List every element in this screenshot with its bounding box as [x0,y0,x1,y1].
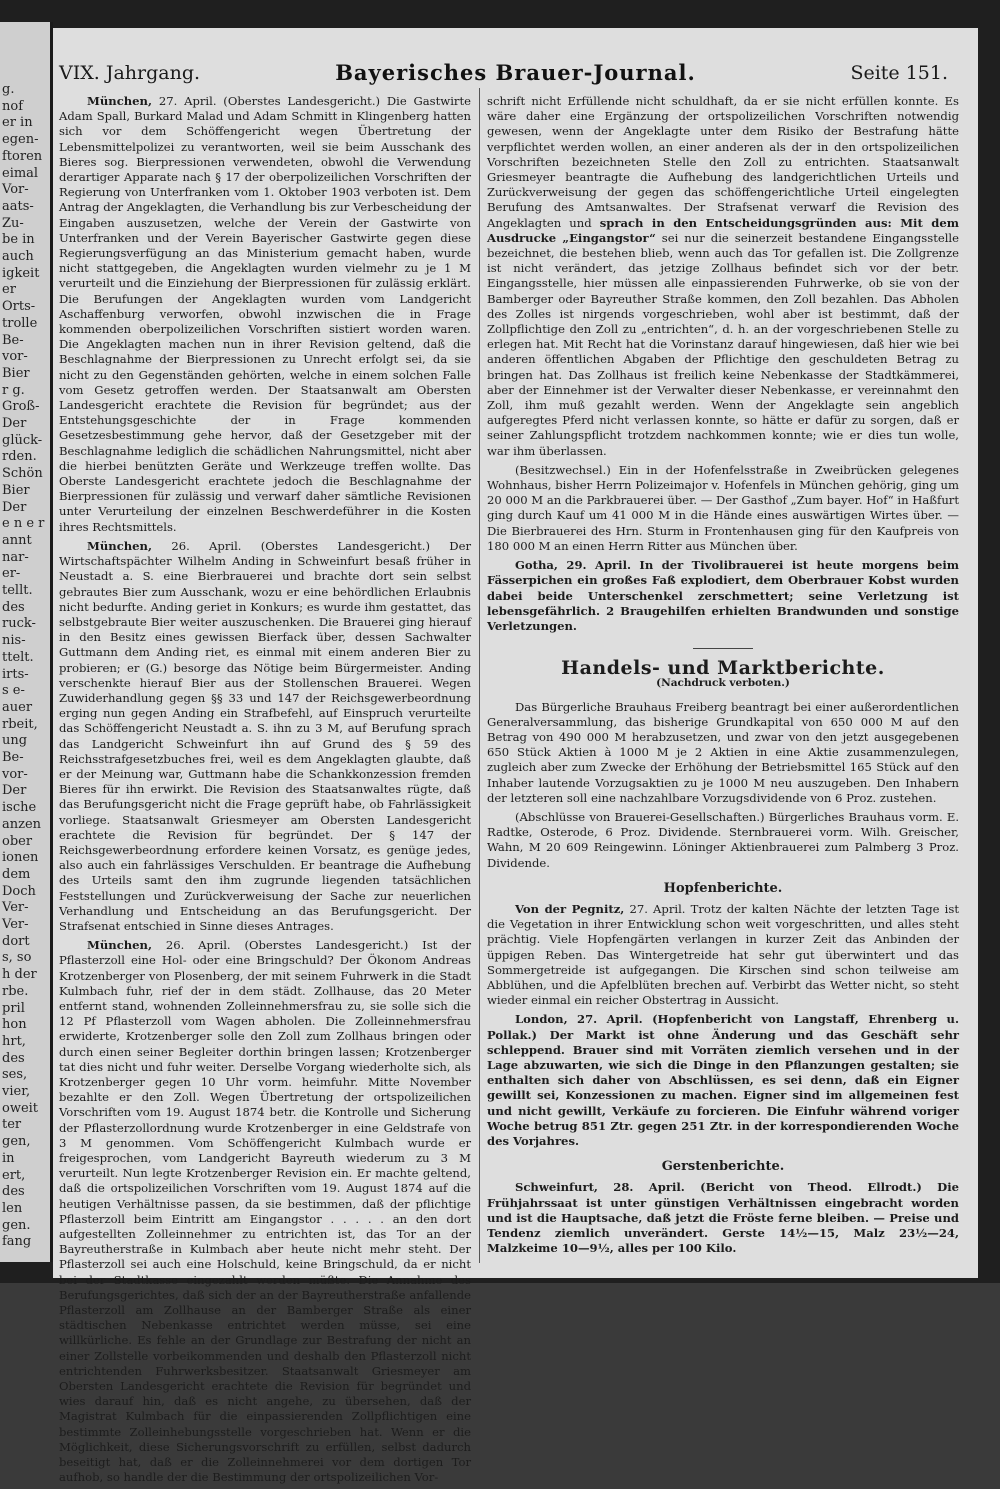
previous-page-fragment: auch [2,249,34,264]
article-body: 27. April. (Hopfenbericht von Langstaff, Ehrenberg u. Pollak.) Der Markt ist ohne Änderung und das Geschäft sehr schleppend. Brauer sind mit Vorräten ziemlich versehen und in der Lage abzuwarten, wie sich die Dinge in den Pflanzungen gestalten; sie enthalten sich daher von Abschlüssen, es sei denn, daß ein Eigner gewillt sei, Konzessionen zu machen. Eigner sind im allgemeinen fest und nicht gewillt, Verkäufe zu forcieren. Die Einfuhr während voriger Woche betrug 851 Ztr. gegen 251 Ztr. in der korrespondierenden Woche des Vorjahres. [487,1012,959,1148]
hop-reports-title: Hopfenberichte. [663,880,783,896]
previous-page-fragment: Ver- [2,917,29,932]
article-munich-2 [59,539,471,934]
previous-page-fragment: ert, [2,1167,26,1183]
volume-label: VIX. Jahrgang. [59,62,201,84]
previous-page-fragment: Orts- [2,299,36,315]
previous-page-fragment: egen- [2,132,39,148]
previous-page-fragment: Doch [2,883,36,899]
previous-page-fragment: Der [2,416,27,431]
previous-page-fragment: igkeit [2,265,40,281]
previous-page-fragment: anzen [2,816,42,832]
previous-page-fragment: oweit [2,1100,39,1116]
previous-page-fragment: Be- [2,332,24,348]
previous-page-fragment: Vor- [2,182,29,198]
article-continuation [487,94,959,459]
previous-page-fragment: ionen [2,850,39,866]
article-body: 26. April. (Oberstes Landesgericht.) Ist der Pflasterzoll eine Hol- oder eine Bringschuld? Der Ökonom Andreas Krotzenberger von Plosenberg, der mit seinem Fuhrwerk in die Stadt Kulmbach fuhr, rief der in dem städt. Zollhause, das 20 Meter entfernt stand, wohnenden Zolleinnehmersfrau zu, sie solle sich die 12 Pf Pflasterzoll vom Wagen abholen. Die Zolleinnehmersfrau erwiderte, Krotzenberger solle den Zoll zum Zollhaus bringen oder durch einen seiner Begleiter dorthin bringen lassen; Krotzenberger tat dies nicht und fuhr weiter. Derselbe Vorgang wiederholte sich, als Krotzenberger gegen 10 Uhr vorm. heimfuhr. Mitte November bezahlte er den Zoll. Wegen Übertretung der ortspolizeilichen Vorschriften vom 19. August 1874 betr. die Kontrolle und Sicherung der Pflasterzollordnung wurde Krotzenberger in eine Geldstrafe von 3 M genommen. Vom Schöffengericht Kulmbach wurde er freigesprochen, vom Landgericht Bayreuth wiederum zu 3 M verurteilt. Nun legte Krotzenberger Revision ein. Er machte geltend, daß die ortspolizeilichen Vorschriften vom 19. August 1874 auf die heutigen Verhältnisse passen, da sie bestimmen, daß der pflichtige Pflasterzoll beim Eintritt am Eingangstor . . . . . an den dort aufgestellten Zolleinnehmer zu entrichten ist, das Tor an der Bayreutherstraße in Kulmbach aber heute nicht mehr steht. Der Pflasterzoll sei auch eine Holschuld, keine Bringschuld, da er nicht bei der Stadtkasse eingezahlt werden müßte. Die Annahme des Berufungsgerichtes, daß sich der an der Bayreutherstraße anfallende Pflasterzoll am Zollhause an der Bamberger Straße als einer städtischen Nebenkasse entrichtet werden müsse, sei eine willkürliche. Es fehle an der Grundlage zur Bestrafung der nicht an einer Zollstelle vorbeikommenden und deshalb den Pflasterzoll nicht entrichtenden Fuhrwerksbesitzer. Staatsanwalt Griesmeyer am Obersten Landesgericht erachtete die Revision für begründet und wies darauf hin, daß es nicht angehe, zu übersehen, daß der Magistrat Kulmbach für die einpassierenden Zollpflichtigen eine bestimmte Zolleinhebungsstelle vorgeschrieben hat. Wenn er die Möglichkeit, diese Sicherungsvorschrift zu erfüllen, selbst dadurch beseitigt hat, daß er die Zolleinnehmerei vor dem dortigen Tor aufhob, so handle der die Bestimmung der ortspolizeilichen Vor- [59,938,471,1485]
previous-page-fragment: Groß- [2,399,40,415]
previous-page-fragment: gen, [2,1134,31,1150]
previous-page-fragment: vier, [2,1084,31,1099]
previous-page-fragment: Der [2,783,27,799]
previous-page-fragment: Be- [2,750,24,765]
previous-page-fragment: er- [2,566,21,582]
previous-page-fragment: glück- [2,432,43,448]
article-dateline: Gotha, [515,558,558,573]
previous-page-fragment: ruck- [2,616,36,632]
previous-page-fragment: dort [2,933,30,949]
previous-page-fragment: annt [2,532,32,548]
right-column [487,94,959,1260]
previous-page-fragment: ung [2,733,28,749]
previous-page-fragment: h der [2,967,37,983]
section-title: Handels- und Marktberichte. [561,657,885,680]
article-london [487,1012,959,1149]
previous-page-fragment: s e- [2,683,25,699]
previous-page-fragment: rden. [2,449,37,465]
article-pegnitz [487,902,959,1008]
article-body: 27. April. Trotz der kalten Nächte der letzten Tage ist die Vegetation in ihrer Entwicklung schon weit vorgeschritten, und alles steht prächtig. Viele Hopfengärten verlangen in kurzer Zeit das Anbinden der üppigen Reben. Das Wintergetreide hat sehr gut überwintert und das Sommergetreide ist aufgegangen. Die Kirschen sind schon teilweise am Abblühen, und die Apfelblüten brechen auf. Verbirbt das Wetter nicht, so steht wieder einmal ein reicher Obstertrag in Aussicht. [487,901,959,1008]
previous-page-fragment: e n e r [2,516,45,532]
previous-page-fragment: pril [2,1000,25,1016]
previous-page-fragment: er [2,282,16,298]
previous-page-fragment: Bier [2,482,30,498]
previous-page-fragment: nar- [2,549,29,565]
previous-page-fragment: nis- [2,633,26,649]
previous-page-fragment: Ver- [2,900,29,916]
article-freiberg: Das Bürgerliche Brauhaus Freiberg beantragt bei einer außerordentlichen Generalversammlung, das bisherige Grundkapital von 650 000 M auf den Betrag von 490 000 M herabzusetzen, und zwar von den jetzt ausgegebenen 650 Stück Aktien à 1000 M je 2 Aktien in eine Aktie zusammenzulegen, zugleich aber zum Zwecke der Erhöhung der Betriebsmittel 165 Stück auf den Inhaber lautende Vorzugsaktien zu je 1000 M neu auszugeben. Den Inhabern der letzteren soll eine nachzahlbare Vorzugsdividende von 6 Proz. zustehen. [487,699,959,805]
article-munich-1 [59,94,471,535]
previous-page-fragment: tellt. [2,583,33,598]
barley-reports-title: Gerstenberichte. [661,1159,785,1175]
previous-page-fragment: er in [2,115,33,131]
previous-page-fragment: dem [2,866,31,882]
article-body: 27. April. (Oberstes Landesgericht.) Die Gastwirte Adam Spall, Burkard Malad und Adam Schmitt in Klingenberg hatten sich vor dem Schöffengericht wegen Übertretung der Lebensmittelpolizei zu verantworten, weil sie beim Ausschank des Bieres sog. Bierpressionen verwendeten, obwohl die Verwendung derartiger Apparate nach § 17 der oberpolizeilichen Vorschriften der Regierung von Unterfranken vom 1. Oktober 1903 verboten ist. Dem Antrag der Angeklagten, die Verhandlung bis zur Verbescheidung der Eingaben auszusetzen, welche der Verein der Gastwirte von Unterfranken und der Verein Bayerischer Gastwirte gegen diese Regierungsverfügung an das Ministerium gemacht haben, wurde nicht stattgegeben, die Angeklagten wurden vielmehr zu je 1 M verurteilt und die Einziehung der Bierpressionen für zulässig erklärt. Die Berufungen der Angeklagten wurden vom Landgericht Aschaffenburg verworfen, obwohl inzwischen die in Frage kommenden oberpolizeilichen Vorschriften sistiert worden waren. Die Angeklagten machen nun in ihrer Revision geltend, daß die Beschlagnahme der Bierpressionen zu Unrecht erfolgt sei, da sie nicht zu den Gegenständen gehörten, welche in einem solchen Falle vom Gesetz getroffen werden. Der Staatsanwalt am Obersten Landesgericht erachtete die Revision für begründet; aus der Entstehungsgeschichte der in Frage kommenden Gesetzesbestimmung gehe hervor, daß der Gesetzgeber mit der Beschlagnahme lediglich die schädlichen Nahrungsmittel, nicht aber die hierbei benützten Geräte und Werkzeuge treffen wollte. Das Oberste Landesgericht erachtete jedoch die Beschlagnahme der Bierpressionen für zulässig und verwarf daher sämtliche Revisionen unter Verurteilung der einzelnen Beschwerdeführer in die Kosten ihres Rechtsmittels. [59,94,471,534]
previous-page-fragment: Zu- [2,215,24,231]
previous-page-fragment: des [2,1184,25,1200]
article-dateline: München, [87,938,153,953]
previous-page-fragment: Der [2,499,27,515]
page-header [53,62,978,92]
column-divider [479,88,480,1263]
previous-page-fragment: Bier [2,365,30,381]
previous-page-fragment: vor- [2,766,28,782]
section-subtitle: (Nachdruck verboten.) [656,677,790,690]
journal-title: Bayerisches Brauer-Journal. [335,60,696,85]
previous-page-fragment: hon [2,1017,27,1033]
article-munich-3 [59,938,471,1485]
previous-page-edge [0,22,53,1262]
article-dateline: München, [87,94,153,108]
previous-page-fragment: eimal [2,165,39,181]
previous-page-fragment: vor- [2,349,28,365]
article-body: schrift nicht Erfüllende nicht schuldhaft, da er sie nicht erfüllen konnte. Es wäre daher eine Ergänzung der ortspolizeilichen Vorschriften notwendig gewesen, wenn der Angeklagte unter dem Risiko der Bestrafung hätte verpflichtet werden wollen, an einer anderen als der in den ortspolizeilichen Vorschriften bezeichneten Stelle den Zoll zu entrichten. Staatsanwalt Griesmeyer beantragte die Aufhebung des landgerichtlichen Urteils und Zurückverweisung der gegen das schöffengerichtliche Urteil eingelegten Berufung des Amtsanwaltes. Der Strafsenat verwarf die Revision des Angeklagten und [487,94,959,230]
article-dateline: Von der Pegnitz, [515,901,625,916]
article-ownership-change: (Besitzwechsel.) Ein in der Hofenfelsstraße in Zweibrücken gelegenes Wohnhaus, bisher Herrn Polizeimajor v. Hofenfels in München gehörig, ging um 20 000 M an die Parkbrauerei über. — Der Gasthof „Zum bayer. Hof“ in Haßfurt ging durch Kauf um 41 000 M in die Hände eines auswärtigen Wirtes über. — Die Bierbrauerei des Hrn. Sturm in Frontenhausen ging für den Kaufpreis von 180 000 M an einen Herrn Ritter aus München über. [487,462,959,553]
article-body: 26. April. (Oberstes Landesgericht.) Der Wirtschaftspächter Wilhelm Anding in Schweinfurt besaß früher in Neustadt a. S. eine Bierbrauerei und brachte dort sein selbst gebrautes Bier zum Ausschank, wozu er eine behördlichen Erlaubnis nicht bedurfte. Anding geriet in Konkurs; es wurde ihm gestattet, das selbstgebraute Bier weiter auszuschenken. Die Brauerei ging hierauf in den Besitz eines gewissen Bierfack über, dessen Sachwalter Guttmann dem Anding riet, es einmal mit einem anderen Bier zu probieren; er (G.) besorge das Nötige beim Bürgermeister. Anding verschenkte hierauf Bier aus der Stollenschen Brauerei. Wegen Zuwiderhandlung gegen §§ 33 und 147 der Reichsgewerbeordnung erging nun gegen Anding ein Strafbefehl, auf Einspruch verurteilte das Schöffengericht Neustadt a. S. ihn zu 3 M, auf Berufung sprach das Landgericht Schweinfurt ihn auf Grund des § 59 des Reichsstrafgesetzbuches frei, weil es dem Angeklagten glaubte, daß er der Meinung war, Guttmann habe die Schankkonzession fremden Bieres für ihn erwirkt. Die Revision des Staatsanwaltes rügte, daß das Berufungsgericht nicht die Frage geprüft habe, ob Fahrlässigkeit vorliege. Staatsanwalt Griesmeyer am Obersten Landesgericht erachtete die Revision für begründet. Der § 147 der Reichsgewerbeordnung erfordere keinen Vorsatz, es genüge jedes, also auch ein fahrlässiges Verschulden. Er beantrage die Aufhebung des Urteils samt den ihm zugrunde liegenden tatsächlichen Feststellungen und Zurückverweisung der Sache zur neuerlichen Verhandlung und Entscheidung an das Berufungsgericht. Der Strafsenat entschied in Sinne dieses Antrages. [59,538,471,933]
article-bold-ruling: sprach in den Entscheidungsgründen aus: Mit dem Ausdrucke „Eingangstor“ [487,215,959,245]
previous-page-fragment: nof [2,98,24,114]
previous-page-fragment: ttelt. [2,649,34,665]
article-dateline: Schweinfurt, [515,1180,598,1195]
previous-page-fragment: ses, [2,1067,28,1083]
previous-page-fragment: irts- [2,666,29,682]
previous-page-fragment: r g. [2,382,25,398]
newspaper-page [53,28,978,1485]
article-body: 28. April. (Bericht von Theod. Ellrodt.) Die Frühjahrssaat ist unter günstigen Verhältnissen eingebracht worden und ist die Hauptsache, daß jetzt die Fröste ferne bleiben. — Preise und Tendenz ziemlich unverändert. Gerste 14½—15, Malz 23½—24, Malzkeime 10—9½, alles per 100 Kilo. [487,1180,959,1256]
article-dateline: München, [87,538,153,553]
previous-page-fragment: gen. [2,1217,31,1233]
previous-page-fragment: be in [2,232,35,248]
article-company-results: (Abschlüsse von Brauerei-Gesellschaften.) Bürgerliches Brauhaus vorm. E. Radtke, Osterode, 6 Proz. Dividende. Sternbrauerei vorm. Wilh. Greischer, Wahn, M 20 609 Reingewinn. Löninger Aktienbrauerei zum Palmberg 3 Proz. Dividende. [487,809,959,870]
previous-page-fragment: len [2,1200,23,1216]
previous-page-fragment: s, so [2,950,32,966]
previous-page-fragment: Schön [2,466,43,482]
left-column [59,94,471,1489]
previous-page-fragment: auer [2,699,33,715]
article-body: 29. April. In der Tivolibrauerei ist heute morgens beim Fässerpichen ein großes Faß explodiert, dem Oberbrauer Kobst wurden dabei beide Unterschenkel zerschmettert; seine Verletzung ist lebensgefährlich. 2 Braugehilfen erhielten Brandwunden und sonstige Verletzungen. [487,558,959,633]
article-body: sei nur die seinerzeit bestandene Eingangsstelle bezeichnet, die bestehen blieb, wenn auch das Tor gefallen ist. Die Zollgrenze ist nicht verändert, das jetzige Zollhaus befindet sich vor der betr. Eingangsstelle, hier müssen alle einpassierenden Fuhrwerke, ob sie von der Bamberger oder Bayreuther Straße kommen, den Zoll bezahlen. Das Abholen des Zolles ist nirgends vorgeschrieben, wohl aber ist bestimmt, daß der Zollpflichtige den Zoll zu „entrichten“, d. h. an der vorgeschriebenen Stelle zu erlegen hat. Mit Recht hat die Vorinstanz darauf hingewiesen, daß hier wie bei anderen öffentlichen Abgaben der Pflichtige den geschuldeten Betrag zu bringen hat. Das Zollhaus ist freilich keine Nebenkasse der Stadtkämmerei, aber der Einnehmer ist der Verwalter dieser Nebenkasse, er vereinnahmt den Zoll, ihm muß gezahlt werden. Wenn der Angeklagte sein angeblich aufgeregtes Pferd nicht verlassen konnte, so hätte er dafür zu sorgen, daß er seiner Zahlungspflicht trotzdem nachkommen konnte; wie er dies tun wolle, war ihm überlassen. [487,230,959,458]
previous-page-fragment: hrt, [2,1033,26,1049]
previous-page-fragment: des [2,1050,25,1066]
previous-page-fragment: in [2,1150,15,1166]
page-number: Seite 151. [850,62,948,84]
previous-page-fragment: des [2,599,25,615]
previous-page-fragment: ftoren [2,148,43,164]
previous-page-fragment: ische [2,800,37,816]
previous-page-fragment: ter [2,1117,22,1133]
previous-page-fragment: trolle [2,315,38,331]
article-schweinfurt [487,1180,959,1256]
previous-page-fragment: rbeit, [2,716,38,732]
previous-page-fragment: ober [2,833,33,849]
article-dateline: London, [515,1012,568,1027]
previous-page-fragment: aats- [2,198,34,214]
article-gotha [487,558,959,634]
previous-page-fragment: fang [2,1234,32,1250]
previous-page-fragment: g. [2,82,15,97]
section-divider [693,648,753,649]
previous-page-fragment: rbe. [2,983,29,999]
